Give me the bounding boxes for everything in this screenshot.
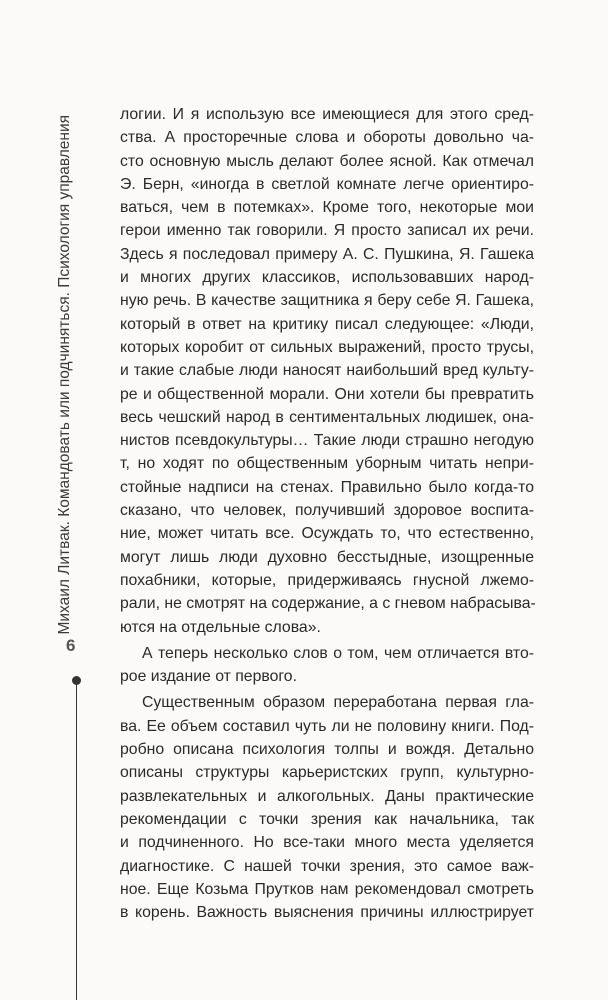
body-text (120, 103, 534, 924)
paragraph (120, 642, 534, 689)
text-line: Существенным образом переработана первая гла- (142, 694, 534, 712)
text-line: т, но ходят по общественным уборным читать непри- (120, 455, 534, 473)
text-line: герои именно так говорили. Я просто записал их речи. (120, 222, 534, 240)
text-line: нистов псевдокультуры… Такие люди страшно негодую (120, 432, 534, 450)
text-line: робно описана психология толпы и вождя. Детально (120, 741, 534, 759)
text-line: диагностике. С нашей точки зрения, это самое важ- (120, 857, 534, 875)
text-line: описаны структуры карьеристских групп, культурно- (120, 764, 534, 782)
text-line: ние, может читать все. Осуждать то, что естественно, (120, 525, 534, 543)
paragraph (120, 691, 534, 924)
text-line: которых коробит от сильных выражений, просто трусы, (120, 338, 534, 356)
text-line: рекомендации с точки зрения как начальника, так (120, 810, 534, 828)
text-line: и подчиненного. Но все-таки много места уделяется (120, 834, 534, 852)
text-line: похабники, которые, придерживаясь гнусной лжемо- (120, 571, 534, 589)
text-line: в корень. Важность выяснения причины иллюстрирует (120, 904, 534, 922)
text-line: ре и общественной морали. Они хотели бы превратить (120, 385, 534, 403)
page-number: 6 (66, 636, 76, 655)
text-line: логии. И я использую все имеющиеся для этого сред- (120, 106, 534, 123)
text-line: сказано, что человек, получивший здоровое воспита- (120, 502, 534, 520)
text-line: стойные надписи на стенах. Правильно было когда-то (120, 478, 534, 496)
text-line: развлекательных и алкогольных. Даны практические (120, 787, 534, 805)
text-line: весь чешский народ в сентиментальных людишек, она- (120, 408, 534, 426)
text-line: рое издание от первого. (120, 668, 297, 686)
text-line: рали, не смотрят на содержание, а с гневом набрасыва- (120, 595, 536, 613)
text-line: который в ответ на критику писал следующее: «Люди, (120, 315, 534, 333)
text-line: и многих других классиков, использовавших народ- (120, 269, 534, 287)
text-line: ства. А просторечные слова и обороты довольно ча- (120, 129, 534, 147)
text-line: ются на отдельные слова». (120, 618, 321, 636)
text-line: ва. Ее объем составил чуть ли не половину книги. Под- (120, 717, 534, 735)
text-line: Здесь я последовал примеру А. С. Пушкина, Я. Гашека (120, 245, 534, 263)
running-head: Михаил Литвак. Командовать или подчиняться. Психология управления (56, 115, 73, 635)
text-line: А теперь несколько слов о том, чем отличается вто- (142, 644, 534, 662)
text-line: ное. Еще Козьма Прутков нам рекомендовал смотреть (120, 880, 534, 898)
text-line: ваться, чем в потемках». Кроме того, некоторые мои (120, 199, 534, 217)
text-line: сто основную мысль делают более ясной. Как отмечал (120, 152, 534, 170)
paragraph (120, 103, 534, 639)
text-line: Э. Берн, «иногда в светлой комнате легче ориентиро- (120, 175, 534, 193)
text-line: могут лишь люди духовно бесстыдные, изощренные (120, 548, 534, 566)
text-line: ную речь. В качестве защитника я беру себе Я. Гашека, (120, 292, 534, 310)
margin-rule-line (76, 682, 77, 1000)
text-line: и такие слабые люди наносят наибольший вред культу- (120, 362, 534, 380)
